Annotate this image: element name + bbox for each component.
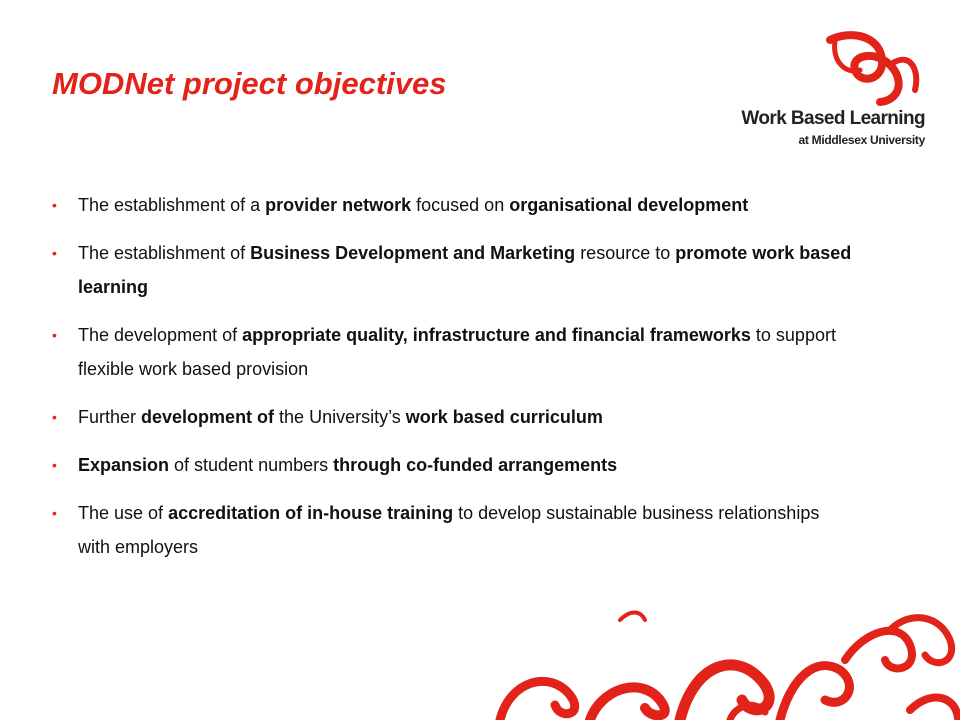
slide-title: MODNet project objectives [52,66,447,101]
logo-name: Work Based Learning [741,108,925,129]
body-text: to develop sustainable business relationships with employers [78,503,820,557]
objective-item [52,236,852,304]
body-text: The establishment of [78,243,251,263]
body-text: resource to [575,243,676,263]
red-ribbon-swirl-decoration [480,600,960,720]
body-text: to support flexible work based provision [78,325,836,379]
wbl-logo [720,30,930,156]
emphasis-text: through co-funded arrangements [333,455,618,475]
emphasis-text: Expansion [78,455,170,475]
body-text: The development of [78,325,243,345]
objective-item [52,400,852,434]
emphasis-text: work based curriculum [405,407,603,427]
objective-item [52,188,852,222]
emphasis-text: appropriate quality, infrastructure and financial frameworks [242,325,751,345]
objective-item [52,448,852,482]
body-text: of student numbers [169,455,334,475]
body-text: the University’s [274,407,406,427]
bullet-marker: • [52,409,57,425]
emphasis-text: provider network [265,195,412,215]
bullet-marker: • [52,457,57,473]
emphasis-text: accreditation of in-house training [168,503,454,523]
bullet-marker: • [52,245,57,261]
emphasis-text: promote work based learning [78,243,852,297]
objectives-list [52,188,852,578]
emphasis-text: Business Development and Marketing [250,243,576,263]
logo-subtitle: at Middlesex University [798,133,925,147]
emphasis-text: development of [141,407,275,427]
body-text: focused on [411,195,510,215]
red-ribbon-swirl-icon [820,30,925,110]
body-text: The use of [78,503,169,523]
body-text: Further [78,407,142,427]
objective-item [52,496,852,564]
emphasis-text: organisational development [509,195,749,215]
bullet-marker: • [52,505,57,521]
body-text: The establishment of a [78,195,266,215]
bullet-marker: • [52,327,57,343]
bullet-marker: • [52,197,57,213]
objective-item [52,318,852,386]
